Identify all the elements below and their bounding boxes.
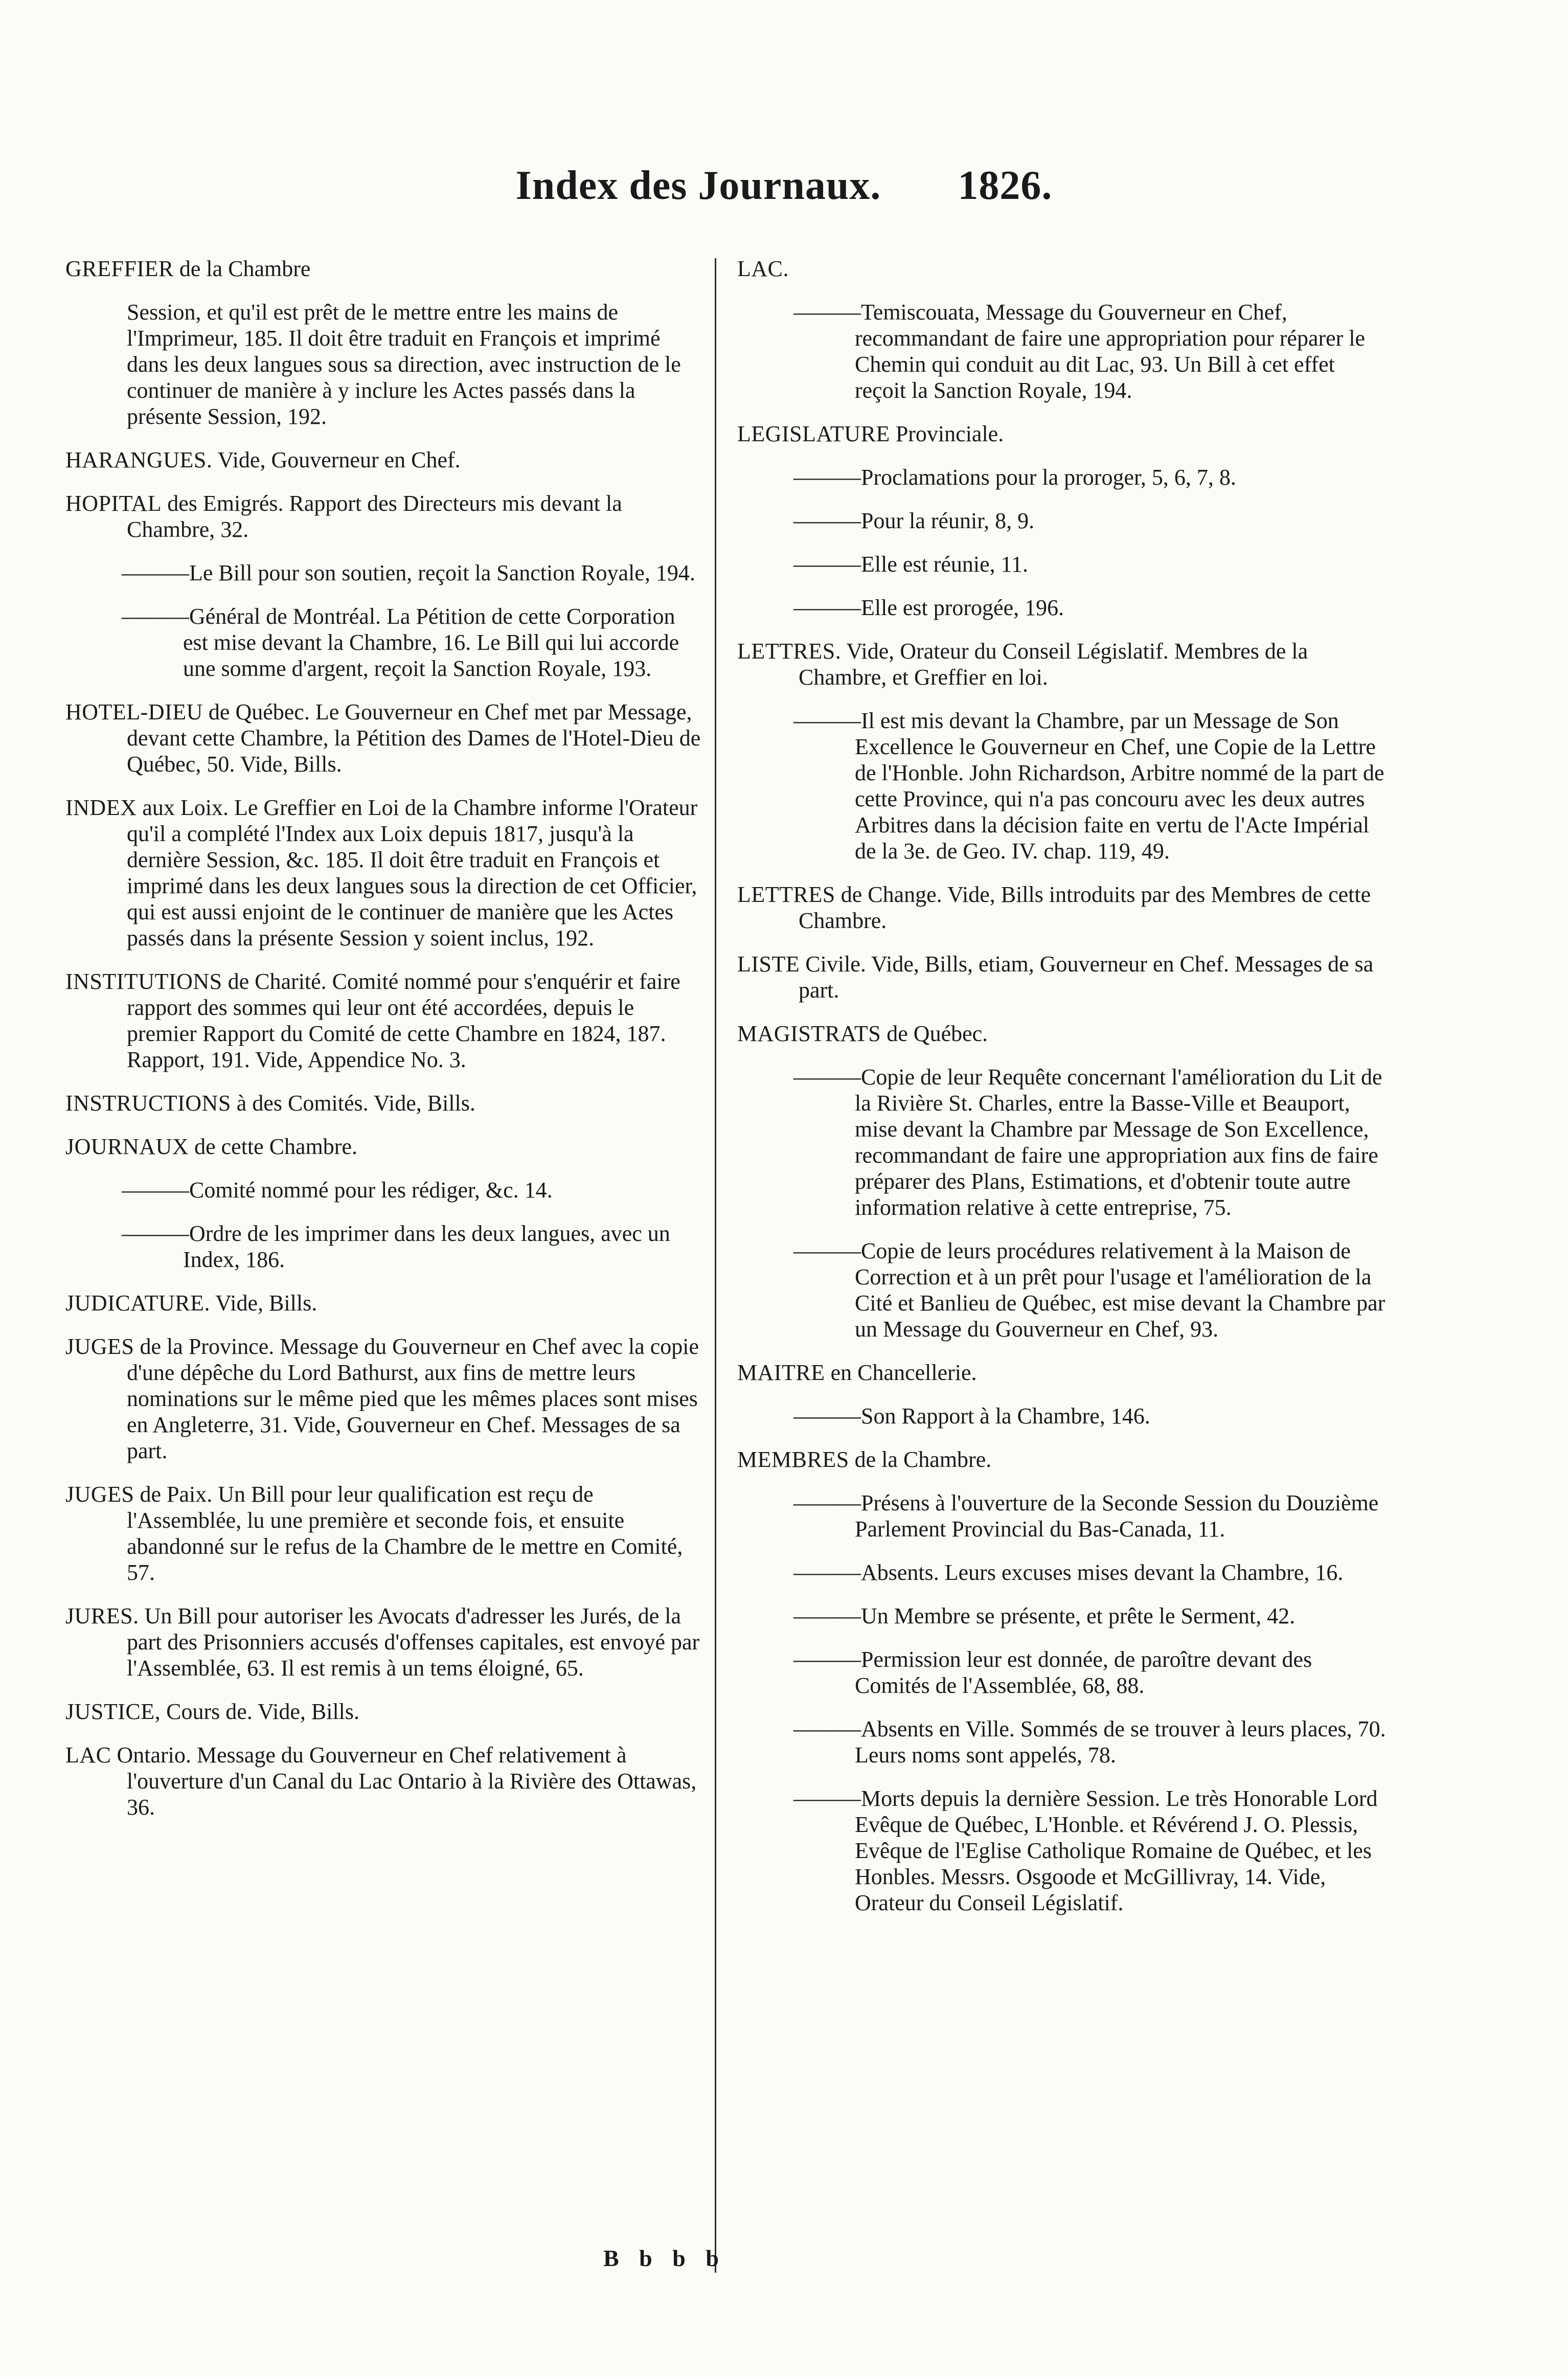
page-title: Index des Journaux. [515,163,881,208]
index-entry [65,1220,705,1273]
entry-text: de la Province. Message du Gouverneur en Chef avec la copie d'une dépêche du Lord Bathurst, aux fins de mettre leurs nominations sur le même pied que les mêmes places sont mises en Angleterre, 31. Vide, Gouverneur en Chef. Messages de sa part. [127,1334,699,1463]
page-header [0,163,1568,209]
entry-text: ———Il est mis devant la Chambre, par un Message de Son Excellence le Gouverneur en Chef, une Copie de la Lettre de l'Honble. John Richardson, Arbitre nommé de la part de cette Province, qui n'a pas concouru avec les deux autres Arbitres dans la décision faite en vertu de l'Acte Impérial de la 3e. de Geo. IV. chap. 119, 49. [793,708,1384,864]
entry-heading: JOURNAUX [65,1134,189,1159]
index-entry [65,1134,705,1160]
index-entry [65,603,705,682]
entry-text: de Change. Vide, Bills introduits par des Membres de cette Chambre. [799,882,1371,933]
index-entry [737,1716,1387,1768]
index-entry [65,490,705,542]
index-entry [65,795,705,951]
entry-text: Civile. Vide, Bills, etiam, Gouverneur en Chef. Messages de sa part. [799,952,1374,1003]
index-entry [65,699,705,777]
entry-heading: LETTRES [737,882,835,907]
index-entry [737,951,1387,1003]
entry-text: ———Proclamations pour la proroger, 5, 6, 7, 8. [793,465,1236,490]
index-entry [65,447,705,473]
entry-text: en Chancellerie. [825,1360,977,1385]
entry-text: Cours de. Vide, Bills. [161,1699,360,1724]
entry-text: de la Chambre. [849,1447,992,1472]
index-entry [65,1290,705,1316]
entry-heading: LAC [65,1742,111,1768]
index-entry [65,299,705,429]
entry-heading: INSTITUTIONS [65,969,222,994]
entry-text: ———Général de Montréal. La Pétition de cette Corporation est mise devant la Chambre, 16. Le Bill qui lui accorde une somme d'argent, reçoit la Sanction Royale, 193. [122,604,679,681]
entry-text: Session, et qu'il est prêt de le mettre entre les mains de l'Imprimeur, 185. Il doit être traduit en François et imprimé dans les deux langues sous sa direction, avec instruction de le continuer de manière à y inclure les Actes passés dans la présente Session, 192. [127,300,681,429]
index-entry [737,1490,1387,1542]
index-entry [65,1603,705,1681]
entry-heading: JURES. [65,1603,139,1628]
entry-heading: LETTRES. [737,639,842,664]
entry-text: ———Absents en Ville. Sommés de se trouver à leurs places, 70. Leurs noms sont appelés, 78. [793,1716,1386,1768]
entry-text: ———Un Membre se présente, et prête le Serment, 42. [793,1603,1296,1628]
entry-text: ———Le Bill pour son soutien, reçoit la Sanction Royale, 194. [122,560,695,585]
entry-heading: HOTEL-DIEU [65,699,203,725]
entry-text: des Emigrés. Rapport des Directeurs mis devant la Chambre, 32. [127,491,622,542]
entry-text: ———Son Rapport à la Chambre, 146. [793,1403,1150,1429]
index-entry [65,256,705,282]
index-entry [65,1481,705,1586]
entry-text: ———Permission leur est donnée, de paroître devant des Comités de l'Assemblée, 68, 88. [793,1647,1312,1698]
index-entry [737,1646,1387,1699]
index-entry [737,299,1387,403]
right-column [737,256,1387,1933]
entry-text: ———Morts depuis la dernière Session. Le très Honorable Lord Evêque de Québec, L'Honble. et Révérend J. O. Plessis, Evêque de l'Eglise Catholique Romaine de Québec, et les Honbles. Messrs. Osgoode et McGillivray, 14. Vide, Orateur du Conseil Législatif. [793,1786,1378,1915]
index-entry [737,1559,1387,1586]
left-column [65,256,705,1838]
entry-text: de Québec. [881,1021,988,1046]
index-entry [737,508,1387,534]
index-entry [737,1021,1387,1047]
index-entry [737,595,1387,621]
entry-heading: LAC. [737,256,789,281]
entry-heading: JUDICATURE. [65,1291,210,1316]
entry-text: Vide, Gouverneur en Chef. [212,447,461,472]
entry-text: Provinciale. [890,421,1004,446]
entry-text: ———Absents. Leurs excuses mises devant la Chambre, 16. [793,1560,1344,1585]
index-entry [65,560,705,586]
index-entry [737,256,1387,282]
column-divider [715,258,716,2273]
index-entry [65,968,705,1073]
index-entry [65,1333,705,1464]
entry-text: ———Temiscouata, Message du Gouverneur en Chef, recommandant de faire une appropriation pour réparer le Chemin qui conduit au dit Lac, 93. Un Bill à cet effet reçoit la Sanction Royale, 194. [793,300,1366,403]
entry-text: aux Loix. Le Greffier en Loi de la Chambre informe l'Orateur qu'il a complété l'Index aux Loix depuis 1817, jusqu'à la dernière Session, &c. 185. Il doit être traduit en François et imprimé dans les deux langues sous la direction de cet Officier, qui est aussi enjoint de le continuer de manière que les Actes passés dans la présente Session y soient inclus, 192. [127,795,698,950]
entry-heading: LISTE [737,952,800,977]
entry-heading: MAGISTRATS [737,1021,881,1046]
index-entry [65,1742,705,1820]
index-entry [737,1446,1387,1473]
index-entry [737,421,1387,447]
entry-text: de la Chambre [173,256,311,281]
index-entry [737,1603,1387,1629]
entry-text: ———Copie de leurs procédures relativement à la Maison de Correction et à un prêt pour l'usage et l'amélioration de la Cité et Banlieu de Québec, est mise devant la Chambre par un Message du Gouverneur en Chef, 93. [793,1238,1385,1342]
entry-text: ———Copie de leur Requête concernant l'amélioration du Lit de la Rivière St. Charles, entre la Basse-Ville et Beauport, mise devant la Chambre par Message de Son Excellence, recommandant de faire une appropriation aux fins de faire préparer des Plans, Estimations, et d'obtenir toute autre information relative à cette entreprise, 75. [793,1065,1382,1220]
entry-text: ———Elle est prorogée, 196. [793,595,1064,620]
signature-mark: B b b b [603,2245,726,2271]
index-entry [737,1238,1387,1342]
entry-heading: JUGES [65,1482,134,1507]
entry-heading: HARANGUES. [65,447,213,472]
entry-text: de Charité. Comité nommé pour s'enquérir et faire rapport des sommes qui leur ont été accordées, depuis le premier Rapport du Comité de cette Chambre en 1824, 187. Rapport, 191. Vide, Appendice No. 3. [127,969,680,1072]
index-entry [737,708,1387,864]
entry-heading: INDEX [65,795,137,820]
entry-text: Vide, Orateur du Conseil Législatif. Membres de la Chambre, et Greffier en loi. [799,639,1308,690]
entry-heading: LEGISLATURE [737,421,890,446]
index-entry [737,638,1387,690]
entry-text: ———Pour la réunir, 8, 9. [793,508,1035,533]
entry-text: de Québec. Le Gouverneur en Chef met par Message, devant cette Chambre, la Pétition des Dames de l'Hotel-Dieu de Québec, 50. Vide, Bills. [127,699,701,777]
entry-text: ———Elle est réunie, 11. [793,552,1029,577]
entry-heading: MAITRE [737,1360,825,1385]
entry-heading: HOPITAL [65,491,162,516]
entry-text: ———Ordre de les imprimer dans les deux langues, avec un Index, 186. [122,1221,670,1272]
index-entry [65,1177,705,1203]
index-entry [737,464,1387,490]
entry-text: à des Comités. Vide, Bills. [231,1091,475,1116]
entry-text: de Paix. Un Bill pour leur qualification est reçu de l'Assemblée, lu une première et seconde fois, et ensuite abandonné sur le refus de la Chambre de le mettre en Comité, 57. [127,1482,683,1585]
index-entry [737,551,1387,577]
index-entry [737,1360,1387,1386]
entry-text: Ontario. Message du Gouverneur en Chef relativement à l'ouverture d'un Canal du Lac Ontario à la Rivière des Ottawas, 36. [111,1742,697,1820]
entry-heading: JUSTICE, [65,1699,161,1724]
entry-text: de cette Chambre. [189,1134,357,1159]
entry-heading: JUGES [65,1334,134,1359]
index-entry [65,1090,705,1116]
entry-heading: GREFFIER [65,256,174,281]
entry-heading: INSTRUCTIONS [65,1091,231,1116]
entry-text: ———Présens à l'ouverture de la Seconde Session du Douzième Parlement Provincial du Bas-Canada, 11. [793,1490,1379,1542]
index-entry [737,1064,1387,1220]
index-entry [737,1785,1387,1916]
index-entry [65,1699,705,1725]
entry-heading: MEMBRES [737,1447,849,1472]
page-year: 1826. [958,163,1053,208]
entry-text: Vide, Bills. [210,1291,317,1316]
index-entry [737,1403,1387,1429]
entry-text: Un Bill pour autoriser les Avocats d'adresser les Jurés, de la part des Prisonniers accusés d'offenses capitales, est envoyé par l'Assemblée, 63. Il est remis à un tems éloigné, 65. [127,1603,700,1681]
index-entry [737,881,1387,934]
entry-text: ———Comité nommé pour les rédiger, &c. 14. [122,1178,553,1203]
